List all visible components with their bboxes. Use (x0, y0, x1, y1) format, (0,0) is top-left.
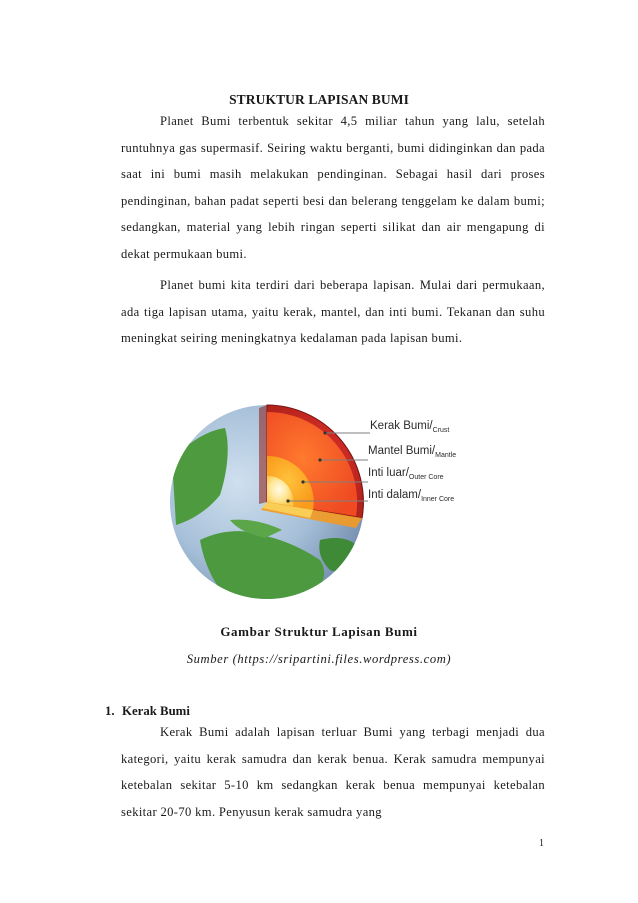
section-heading (105, 704, 190, 719)
crust-paragraph (121, 719, 545, 825)
earth-structure-figure (170, 400, 490, 610)
outer-core-label: Inti luar/$_{Outer Core}$ (368, 467, 444, 481)
layers-paragraph (121, 272, 545, 352)
document-title: STRUKTUR LAPISAN BUMI (229, 92, 409, 107)
figure-caption: Gambar Struktur Lapisan Bumi (220, 624, 418, 639)
intro-paragraph (121, 108, 545, 268)
crust-label: Kerak Bumi/$_{Crust}$ (370, 420, 450, 434)
layers-paragraph-text: Planet bumi kita terdiri dari beberapa lapisan. Mulai dari permukaan, ada tiga lapisan utama, yaitu kerak, mantel, dan inti bumi. Tekanan dan suhu meningkat seiring meningkatnya kedalaman pada lapisan bumi. (121, 278, 545, 346)
crust-paragraph-text: Kerak Bumi adalah lapisan terluar Bumi yang terbagi menjadi dua kategori, yaitu kerak samudra dan kerak benua. Kerak samudra mempunyai ketebalan sekitar 5-10 km sedangkan kerak benua mempunyai ketebalan sekitar 20-70 km. Penyusun kerak samudra yang (121, 725, 545, 819)
figure-source: Sumber (https://sripartini.files.wordpress.com) (186, 652, 452, 666)
section-number: 1. (105, 704, 115, 718)
section-heading-text: Kerak Bumi (122, 704, 190, 718)
mantle-label: Mantel Bumi/$_{Mantle}$ (368, 445, 457, 459)
intro-paragraph-text: Planet Bumi terbentuk sekitar 4,5 miliar tahun yang lalu, setelah runtuhnya gas supermasif. Seiring waktu berganti, bumi didinginkan dan pada saat ini bumi masih melakukan pendinginan. Sebagai hasil dari proses pendinginan, bahan padat seperti besi dan belerang tenggelam ke dalam bumi; sedangkan, material yang lebih ringan seperti silikat dan air mengapung di dekat permukaan bumi. (121, 114, 545, 261)
earth-cross-section-illustration (170, 400, 490, 610)
page-number: 1 (539, 838, 544, 849)
inner-core-label: Inti dalam/$_{Inner Core}$ (368, 489, 455, 503)
